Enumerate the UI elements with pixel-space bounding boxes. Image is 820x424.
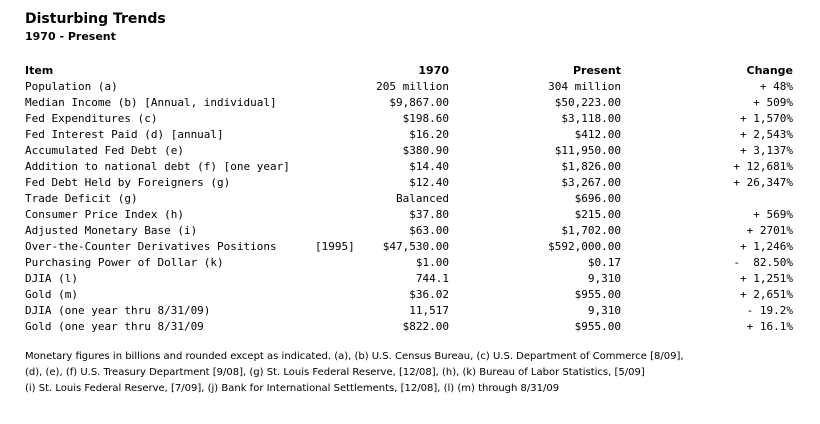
cell-change: + 26,347%	[733, 176, 793, 189]
table-row	[25, 175, 793, 191]
cell-1970: $12.40	[409, 176, 449, 189]
cell-1970: $47,530.00	[382, 240, 449, 253]
footnote	[25, 349, 805, 397]
cell-item: Adjusted Monetary Base (i)	[25, 224, 198, 237]
cell-note	[315, 127, 365, 143]
cell-note	[315, 175, 365, 191]
cell-note	[315, 287, 365, 303]
cell-change: + 509%	[753, 96, 793, 109]
table-body	[25, 79, 793, 335]
footnote-line: Monetary figures in billions and rounded except as indicated. (a), (b) U.S. Census Bureau, (c) U.S. Department of Commerce [8/09],	[25, 351, 684, 362]
table-row	[25, 319, 793, 335]
table-row	[25, 207, 793, 223]
cell-note	[315, 143, 365, 159]
cell-present: $50,223.00	[554, 96, 621, 109]
cell-item: Fed Interest Paid (d) [annual]	[25, 128, 224, 141]
cell-item: Fed Expenditures (c)	[25, 112, 158, 125]
trends-table	[25, 63, 793, 335]
cell-present: 9,310	[587, 272, 621, 285]
cell-1970: $198.60	[402, 112, 449, 125]
cell-item: Median Income (b) [Annual, individual]	[25, 96, 277, 109]
cell-change: + 12,681%	[733, 160, 793, 173]
cell-1970: $380.90	[402, 144, 449, 157]
cell-item: Fed Debt Held by Foreigners (g)	[25, 176, 231, 189]
report	[25, 10, 805, 394]
cell-change: + 1,246%	[740, 240, 793, 253]
cell-present: $412.00	[574, 128, 621, 141]
table-row	[25, 95, 793, 111]
cell-1970: 744.1	[415, 272, 449, 285]
table-row	[25, 271, 793, 287]
cell-present: $215.00	[574, 208, 621, 221]
cell-change: - 82.50%	[733, 256, 793, 269]
cell-change: + 2,543%	[740, 128, 793, 141]
cell-1970: 205 million	[376, 80, 449, 93]
cell-note	[315, 159, 365, 175]
cell-change: + 1,251%	[740, 272, 793, 285]
cell-present: $1,702.00	[561, 224, 621, 237]
cell-1970: $822.00	[402, 320, 449, 333]
cell-1970: $16.20	[409, 128, 449, 141]
cell-change: - 19.2%	[746, 304, 793, 317]
table-row	[25, 239, 793, 255]
page-subtitle: 1970 - Present	[25, 30, 116, 43]
cell-1970: $63.00	[409, 224, 449, 237]
cell-note	[315, 79, 365, 95]
cell-item: Trade Deficit (g)	[25, 192, 138, 205]
cell-present: $955.00	[574, 320, 621, 333]
table-row	[25, 127, 793, 143]
cell-note	[315, 271, 365, 287]
page-title: Disturbing Trends	[25, 11, 166, 27]
cell-change: + 569%	[753, 208, 793, 221]
table-row	[25, 159, 793, 175]
cell-change	[621, 191, 793, 207]
table-row	[25, 287, 793, 303]
cell-note	[315, 223, 365, 239]
cell-item: DJIA (l)	[25, 272, 78, 285]
cell-item: Consumer Price Index (h)	[25, 208, 184, 221]
cell-note	[315, 111, 365, 127]
cell-present: 9,310	[587, 304, 621, 317]
column-header-1970: 1970	[418, 64, 449, 77]
cell-item: Accumulated Fed Debt (e)	[25, 144, 184, 157]
table-row	[25, 79, 793, 95]
table-header-row	[25, 63, 793, 79]
cell-item: Gold (m)	[25, 288, 78, 301]
cell-1970: $14.40	[409, 160, 449, 173]
column-header-item: Item	[25, 64, 54, 77]
cell-1970: 11,517	[409, 304, 449, 317]
column-header-present: Present	[572, 64, 621, 77]
cell-change: + 1,570%	[740, 112, 793, 125]
table-row	[25, 303, 793, 319]
table-row	[25, 143, 793, 159]
cell-1970: $37.80	[409, 208, 449, 221]
cell-note	[315, 207, 365, 223]
cell-present: 304 million	[548, 80, 621, 93]
cell-item: Addition to national debt (f) [one year]	[25, 160, 290, 173]
table-row	[25, 255, 793, 271]
footnote-line: (i) St. Louis Federal Reserve, [7/09], (j) Bank for International Settlements, [12/08], (l) (m) through 8/31/09	[25, 383, 560, 394]
cell-present: $1,826.00	[561, 160, 621, 173]
cell-change: + 48%	[759, 80, 793, 93]
cell-change: + 16.1%	[746, 320, 793, 333]
cell-present: $955.00	[574, 288, 621, 301]
cell-item: Population (a)	[25, 80, 118, 93]
cell-note	[315, 191, 365, 207]
table-row	[25, 223, 793, 239]
cell-change: + 3,137%	[740, 144, 793, 157]
cell-change: + 2701%	[746, 224, 793, 237]
cell-change: + 2,651%	[740, 288, 793, 301]
cell-note	[315, 255, 365, 271]
cell-present: $592,000.00	[548, 240, 621, 253]
cell-1970: $1.00	[415, 256, 449, 269]
cell-1970: $36.02	[409, 288, 449, 301]
cell-note	[315, 303, 365, 319]
cell-1970: Balanced	[396, 192, 449, 205]
cell-item: Gold (one year thru 8/31/09	[25, 320, 204, 333]
cell-present: $3,267.00	[561, 176, 621, 189]
cell-present: $696.00	[574, 192, 621, 205]
cell-note	[315, 319, 365, 335]
cell-item: DJIA (one year thru 8/31/09)	[25, 304, 211, 317]
cell-item: Purchasing Power of Dollar (k)	[25, 256, 224, 269]
column-header-note	[315, 63, 365, 79]
cell-1970: $9,867.00	[389, 96, 449, 109]
cell-note: [1995]	[315, 240, 355, 253]
table-row	[25, 191, 793, 207]
cell-present: $11,950.00	[554, 144, 621, 157]
cell-item: Over-the-Counter Derivatives Positions	[25, 240, 277, 253]
footnote-line: (d), (e), (f) U.S. Treasury Department [9/08], (g) St. Louis Federal Reserve, [12/08], (h), (k) Bureau of Labor Statistics, [5/09]	[25, 367, 645, 378]
column-header-change: Change	[746, 64, 793, 77]
cell-present: $0.17	[587, 256, 621, 269]
table-row	[25, 111, 793, 127]
cell-present: $3,118.00	[561, 112, 621, 125]
cell-note	[315, 95, 365, 111]
